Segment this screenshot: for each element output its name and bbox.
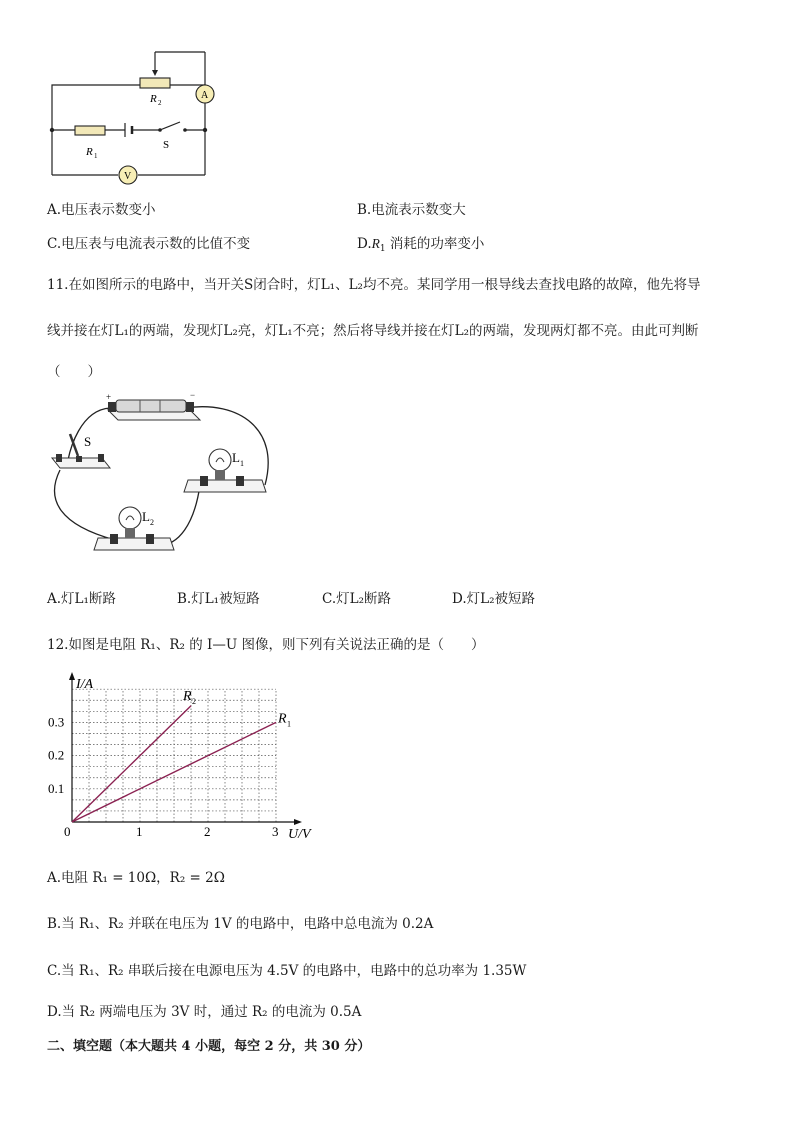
r1-label: R — [86, 146, 93, 158]
iu-chart — [40, 670, 340, 845]
r1-sub: 1 — [94, 152, 98, 160]
lamp-l2-label: L — [142, 509, 150, 524]
q10-option-d-suffix: 消耗的功率变小 — [385, 236, 485, 252]
series-label-sub-r2: 2 — [192, 696, 196, 706]
q11-stem-line3: （ ） — [47, 364, 101, 380]
r2-label: R — [150, 93, 157, 105]
y-axis-arrow — [69, 672, 75, 680]
r2-rheostat — [140, 78, 170, 88]
q11-option-b[interactable]: B.灯L₁被短路 — [177, 591, 260, 607]
q12-option-c[interactable]: C.当 R₁、R₂ 串联后接在电源电压为 4.5V 的电路中，电路中的总功率为 1.35W — [47, 963, 527, 979]
series-label-r1: R — [278, 711, 287, 727]
q10-circuit-diagram — [40, 40, 240, 190]
r2-sub: 2 — [158, 99, 162, 107]
x-tick-label: 3 — [272, 824, 279, 839]
q10-option-c[interactable]: C.电压表与电流表示数的比值不变 — [47, 236, 251, 252]
x-tick-label: 1 — [136, 824, 143, 839]
q11-stem-line2: 线并接在灯L₁的两端，发现灯L₂亮，灯L₁不亮；然后将导线并接在灯L₂的两端，发现两灯都不亮。由此可判断 — [47, 323, 699, 339]
y-tick-label: 0.3 — [48, 714, 65, 730]
q11-circuit-diagram — [40, 390, 280, 565]
q12-stem: 12.如图是电阻 R₁、R₂ 的 I—U 图像，则下列有关说法正确的是（ ） — [47, 637, 485, 653]
q11-option-c[interactable]: C.灯L₂断路 — [322, 591, 392, 607]
switch-label: S — [163, 139, 170, 151]
series-line-r2 — [72, 706, 191, 822]
switch-s-label: S — [84, 434, 92, 449]
q10-option-b[interactable]: B.电流表示数变大 — [357, 202, 466, 218]
q10-option-d[interactable] — [357, 232, 484, 254]
battery-minus: − — [190, 390, 196, 400]
x-axis-arrow — [294, 819, 302, 825]
battery-plus: + — [106, 392, 112, 402]
q11-stem-line1: 11.在如图所示的电路中，当开关S闭合时，灯L₁、L₂均不亮。某同学用一根导线去查找电路的故障，他先将导 — [47, 277, 701, 293]
lamp-l1-sub: 1 — [240, 459, 244, 468]
series-label-r2: R — [183, 688, 192, 704]
ammeter-label: A — [201, 90, 209, 101]
lamp-l1-icon — [209, 449, 231, 471]
section-2-title: 二、填空题（本大题共 4 小题，每空 2 分，共 30 分） — [47, 1039, 371, 1054]
battery-icon — [116, 400, 186, 412]
q12-option-a[interactable]: A.电阻 R₁ = 10Ω，R₂ = 2Ω — [47, 870, 225, 886]
x-tick-label: 0 — [64, 824, 71, 839]
r1-resistor — [75, 126, 105, 135]
switch-icon — [160, 122, 180, 130]
q11-option-a[interactable]: A.灯L₁断路 — [47, 591, 116, 607]
lamp-l2-icon — [119, 507, 141, 529]
q10-option-d-sub: 1 — [379, 244, 386, 254]
q10-option-a[interactable]: A.电压表示数变小 — [47, 202, 156, 218]
y-axis-label: I/A — [76, 677, 94, 692]
q10-option-d-var: R — [371, 236, 380, 251]
q10-option-d-prefix: D. — [357, 236, 372, 252]
lamp-l1-label: L — [232, 450, 240, 465]
x-tick-label: 2 — [204, 824, 211, 839]
y-tick-label: 0.1 — [48, 780, 65, 796]
q12-option-b[interactable]: B.当 R₁、R₂ 并联在电压为 1V 的电路中，电路中总电流为 0.2A — [47, 916, 434, 932]
q12-option-d[interactable]: D.当 R₂ 两端电压为 3V 时，通过 R₂ 的电流为 0.5A — [47, 1004, 362, 1020]
voltmeter-label: V — [124, 171, 132, 182]
q11-option-d[interactable]: D.灯L₂被短路 — [452, 591, 536, 607]
y-tick-label: 0.2 — [48, 747, 65, 763]
lamp-l2-sub: 2 — [150, 518, 154, 527]
series-label-sub-r1: 1 — [287, 719, 291, 729]
x-axis-label: U/V — [288, 827, 311, 842]
